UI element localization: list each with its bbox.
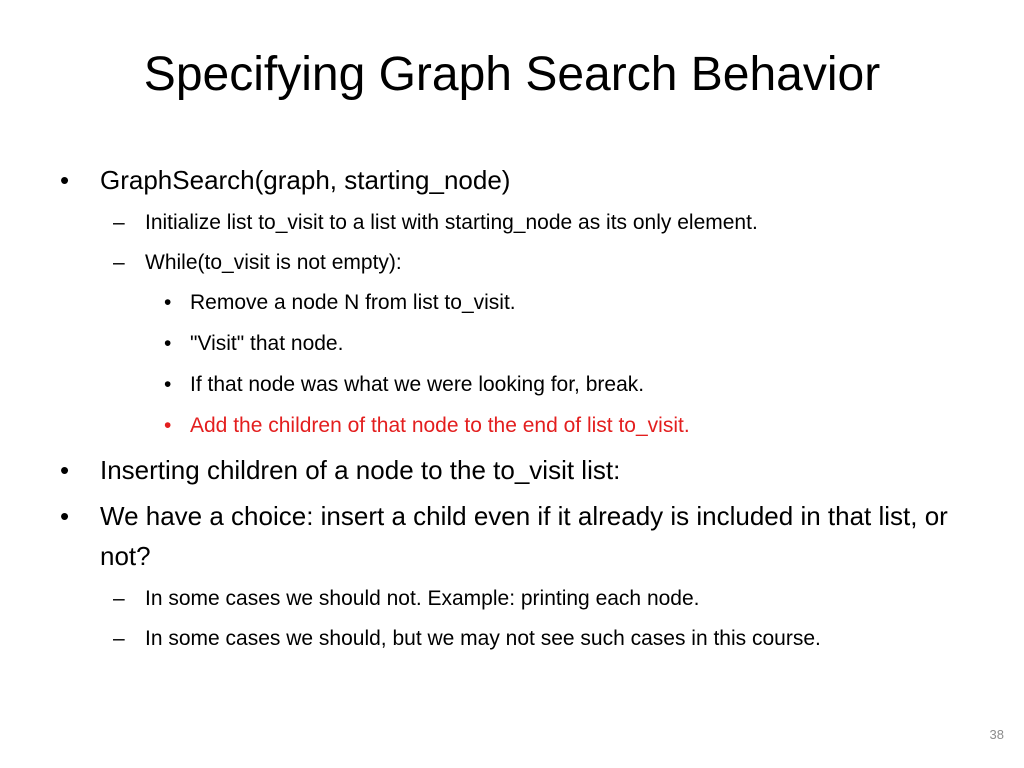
bullet-text: We have a choice: insert a child even if it already is included in that list, or not? xyxy=(100,501,948,571)
dash-icon: – xyxy=(113,211,125,234)
bullet-text: Inserting children of a node to the to_visit list: xyxy=(100,455,621,485)
bullet-text-highlighted: Add the children of that node to the end of list to_visit. xyxy=(190,414,690,437)
slide-body xyxy=(60,160,980,662)
sub-sub-bullet-break xyxy=(60,368,980,401)
bullet-icon: • xyxy=(164,414,172,437)
bullet-text: In some cases we should, but we may not see such cases in this course. xyxy=(145,627,821,650)
sub-sub-bullet-visit xyxy=(60,327,980,360)
sub-bullet-should xyxy=(60,622,980,655)
bullet-text: Initialize list to_visit to a list with starting_node as its only element. xyxy=(145,211,758,234)
bullet-text: Remove a node N from list to_visit. xyxy=(190,291,516,314)
sub-sub-bullet-remove xyxy=(60,286,980,319)
bullet-text: "Visit" that node. xyxy=(190,332,344,355)
dash-icon: – xyxy=(113,627,125,650)
slide-number: 38 xyxy=(989,727,1004,742)
bullet-graphsearch xyxy=(60,160,980,200)
sub-bullet-should-not xyxy=(60,582,980,615)
sub-bullet-initialize xyxy=(60,206,980,239)
dash-icon: – xyxy=(113,587,125,610)
sub-sub-bullet-add-children xyxy=(60,409,980,442)
bullet-choice xyxy=(60,496,980,576)
sub-bullet-while xyxy=(60,246,980,279)
bullet-icon: • xyxy=(164,332,172,355)
bullet-icon: • xyxy=(60,165,70,195)
bullet-inserting-children xyxy=(60,450,980,490)
bullet-text: While(to_visit is not empty): xyxy=(145,251,402,274)
bullet-icon: • xyxy=(60,455,70,485)
bullet-icon: • xyxy=(164,373,172,396)
bullet-icon: • xyxy=(60,501,70,531)
slide-title: Specifying Graph Search Behavior xyxy=(143,48,881,101)
bullet-icon: • xyxy=(164,291,172,314)
bullet-text: In some cases we should not. Example: printing each node. xyxy=(145,587,700,610)
dash-icon: – xyxy=(113,251,125,274)
bullet-text: If that node was what we were looking for, break. xyxy=(190,373,645,396)
bullet-text: GraphSearch(graph, starting_node) xyxy=(100,165,511,195)
